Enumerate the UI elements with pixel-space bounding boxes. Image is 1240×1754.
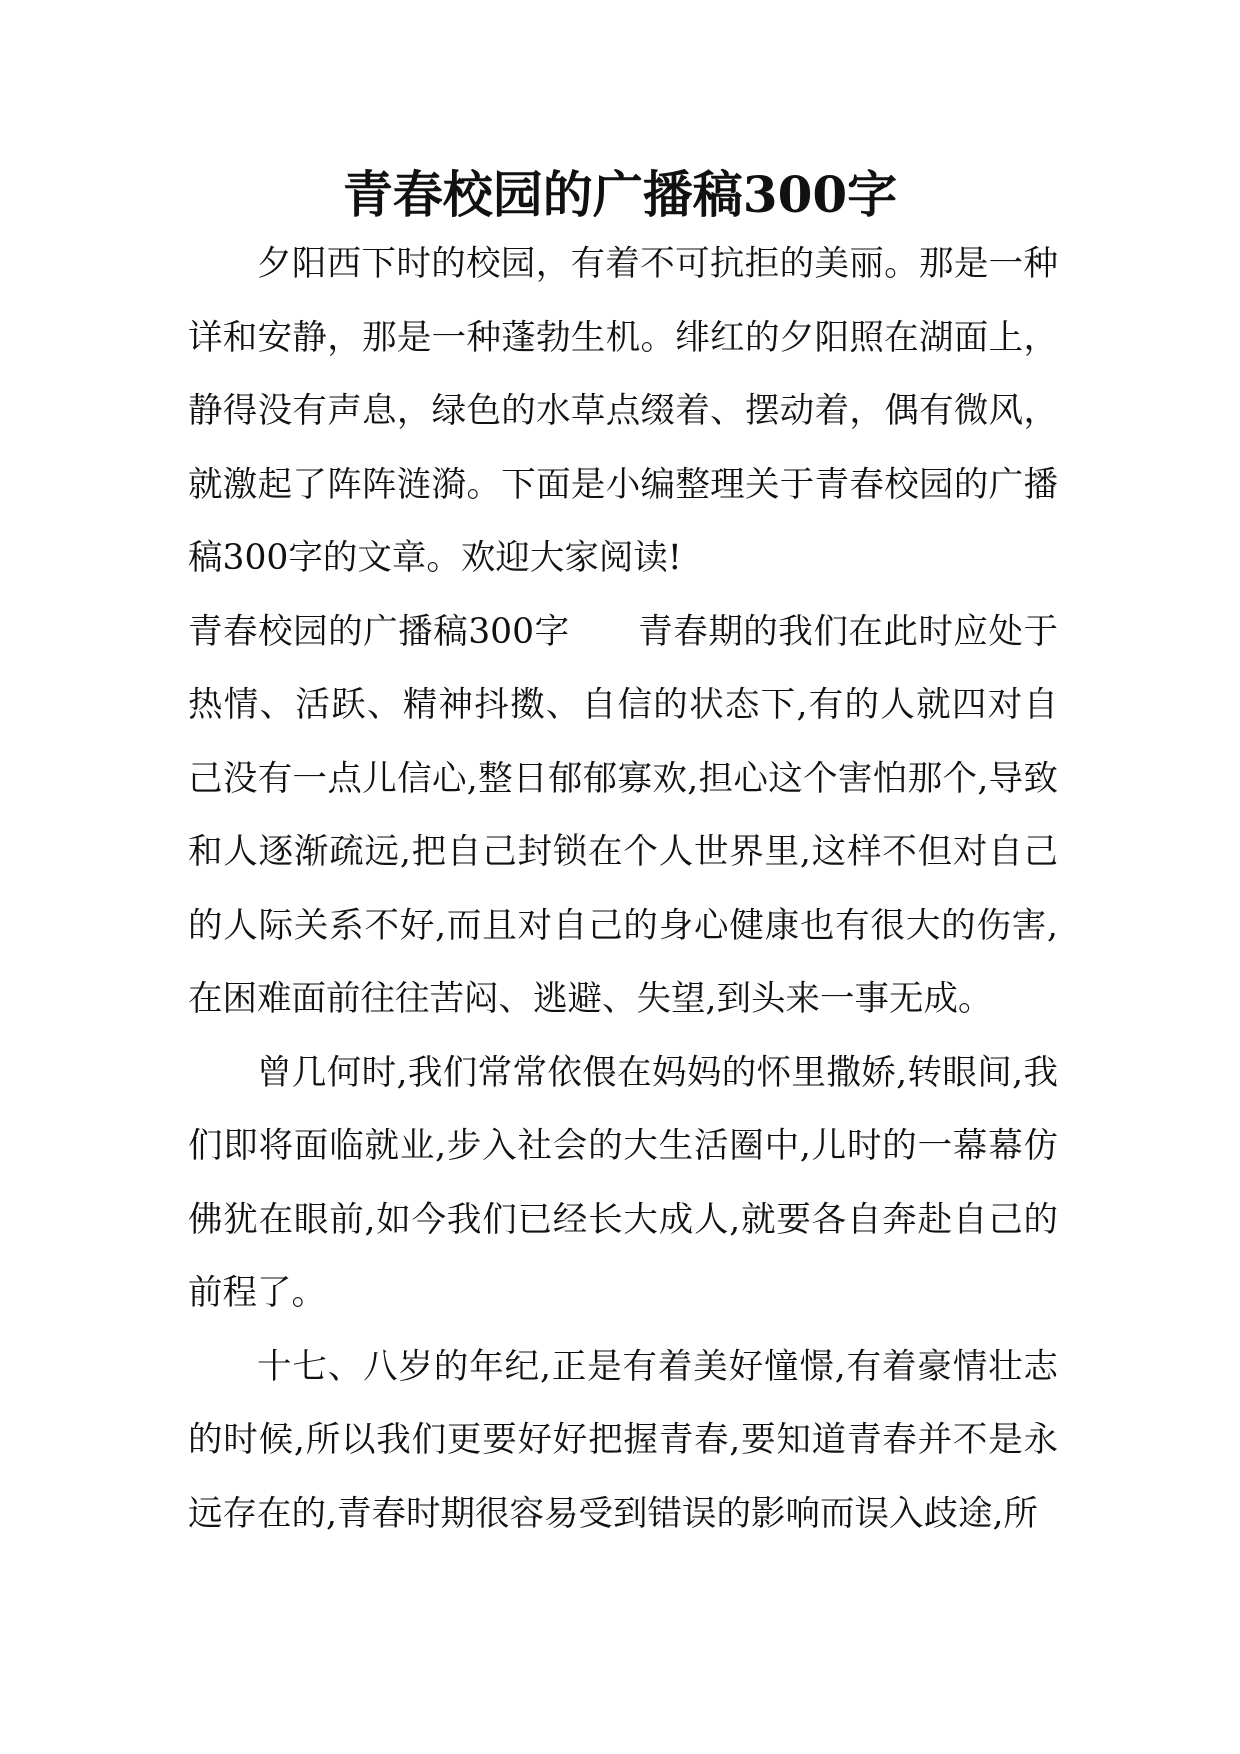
intro-paragraph: 夕阳西下时的校园，有着不可抗拒的美丽。那是一种详和安静，那是一种蓬勃生机。绯红的夕阳照在湖面上，静得没有声息，绿色的水草点缀着、摆动着，偶有微风，就激起了阵阵涟漪。下面是小编整理关于青春校园的广播稿300字的文章。欢迎大家阅读! — [188, 244, 1058, 578]
section-heading: 青春校园的广播稿300字 — [188, 611, 570, 652]
document-title: 青春校园的广播稿300字 — [342, 165, 898, 224]
section-first-text: 青春期的我们在此时应处于热情、活跃、精神抖擞、自信的状态下,有的人就四对自己没有一点儿信心,整日郁郁寡欢,担心这个害怕那个,导致和人逐渐疏远,把自己封锁在个人世界里,这样不但对自己的人际关系不好,而且对自己的身心健康也有很大的伤害,在困难面前往往苦闷、逃避、失望,到头来一事无成。 — [188, 611, 1058, 1019]
paragraph-3: 十七、八岁的年纪,正是有着美好憧憬,有着豪情壮志的时候,所以我们更要好好把握青春,要知道青春并不是永远存在的,青春时期很容易受到错误的影响而误入歧途,所 — [188, 1346, 1058, 1534]
paragraph-2: 曾几何时,我们常常依偎在妈妈的怀里撒娇,转眼间,我们即将面临就业,步入社会的大生活圈中,儿时的一幕幕仿佛犹在眼前,如今我们已经长大成人,就要各自奔赴自己的前程了。 — [188, 1052, 1058, 1313]
section-paragraph — [188, 596, 1058, 1037]
document-body — [188, 228, 1058, 1551]
